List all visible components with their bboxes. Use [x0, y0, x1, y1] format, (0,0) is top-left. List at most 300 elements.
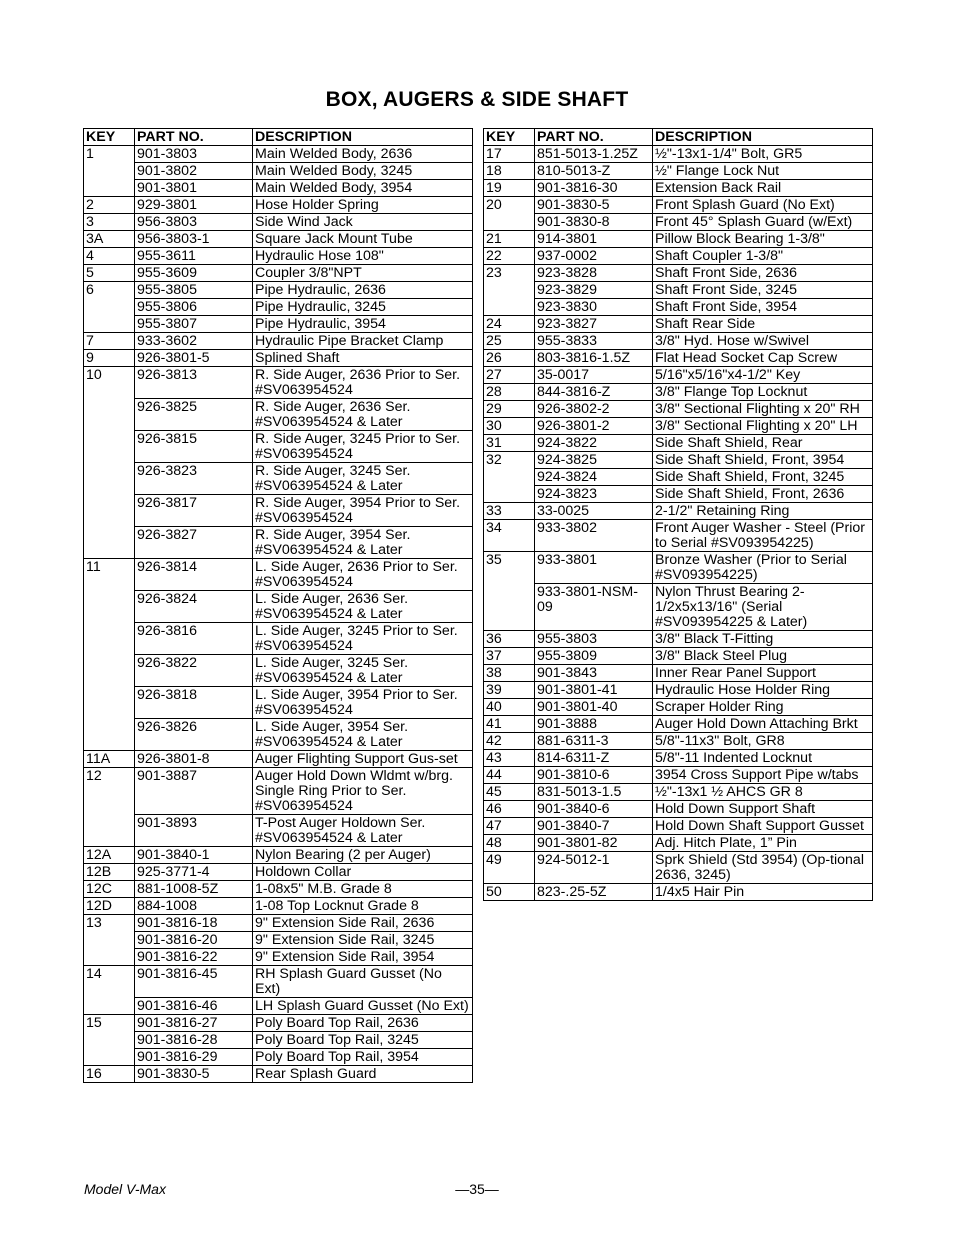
part-no-cell: 926-3802-2 — [535, 401, 653, 418]
part-no-cell: 923-3830 — [535, 299, 653, 316]
key-cell: 29 — [484, 401, 535, 418]
key-cell: 14 — [84, 966, 135, 998]
part-no-cell: 933-3801 — [535, 552, 653, 584]
description-cell: ½"-13x1 ½ AHCS GR 8 — [653, 784, 873, 801]
description-cell: Poly Board Top Rail, 3245 — [253, 1032, 473, 1049]
description-cell: Sprk Shield (Std 3954) (Op-tional 2636, 3245) — [653, 852, 873, 884]
key-cell: 34 — [484, 520, 535, 552]
part-no-cell: 814-6311-Z — [535, 750, 653, 767]
description-cell: Side Shaft Shield, Front, 3954 — [653, 452, 873, 469]
description-cell: R. Side Auger, 2636 Ser. #SV063954524 & Later — [253, 399, 473, 431]
part-no-cell: 901-3816-29 — [135, 1049, 253, 1066]
description-cell: Side Shaft Shield, Front, 2636 — [653, 486, 873, 503]
key-cell — [484, 299, 535, 316]
part-no-cell: 926-3825 — [135, 399, 253, 431]
part-no-cell: 929-3801 — [135, 197, 253, 214]
description-header: DESCRIPTION — [653, 129, 873, 146]
parts-table-left — [83, 128, 473, 1083]
description-cell: Splined Shaft — [253, 350, 473, 367]
description-cell: Pipe Hydraulic, 3954 — [253, 316, 473, 333]
description-cell: ½"-13x1-1/4" Bolt, GR5 — [653, 146, 873, 163]
table-row — [84, 495, 473, 527]
part-no-cell: 924-3825 — [535, 452, 653, 469]
key-cell: 28 — [484, 384, 535, 401]
key-cell — [84, 163, 135, 180]
key-cell — [84, 998, 135, 1015]
table-row — [84, 719, 473, 751]
part-no-cell: 810-5013-Z — [535, 163, 653, 180]
table-row — [484, 316, 873, 333]
key-cell: 10 — [84, 367, 135, 399]
table-row — [84, 898, 473, 915]
part-no-cell: 901-3830-5 — [535, 197, 653, 214]
key-cell: 43 — [484, 750, 535, 767]
part-no-cell: 933-3802 — [535, 520, 653, 552]
description-cell: Shaft Front Side, 3245 — [653, 282, 873, 299]
description-cell: R. Side Auger, 2636 Prior to Ser. #SV063954524 — [253, 367, 473, 399]
key-cell: 24 — [484, 316, 535, 333]
table-row — [84, 591, 473, 623]
description-cell: Poly Board Top Rail, 2636 — [253, 1015, 473, 1032]
table-row — [484, 784, 873, 801]
part-no-cell: 901-3816-18 — [135, 915, 253, 932]
key-cell: 45 — [484, 784, 535, 801]
part-no-cell: 923-3828 — [535, 265, 653, 282]
key-cell: 40 — [484, 699, 535, 716]
part-no-cell: 914-3801 — [535, 231, 653, 248]
key-cell: 44 — [484, 767, 535, 784]
part-no-cell: 901-3840-7 — [535, 818, 653, 835]
description-cell: Rear Splash Guard — [253, 1066, 473, 1083]
table-row — [484, 835, 873, 852]
description-cell: Pillow Block Bearing 1-3/8" — [653, 231, 873, 248]
key-cell — [84, 316, 135, 333]
description-header: DESCRIPTION — [253, 129, 473, 146]
table-row — [484, 469, 873, 486]
table-row — [84, 367, 473, 399]
description-cell: Side Wind Jack — [253, 214, 473, 231]
description-cell: Auger Hold Down Wldmt w/brg. Single Ring Prior to Ser. #SV063954524 — [253, 768, 473, 815]
description-cell: 3/8" Hyd. Hose w/Swivel — [653, 333, 873, 350]
table-row — [84, 932, 473, 949]
description-cell: ½" Flange Lock Nut — [653, 163, 873, 180]
table-row — [84, 214, 473, 231]
description-cell: 3/8" Black T-Fitting — [653, 631, 873, 648]
part-no-cell: 923-3829 — [535, 282, 653, 299]
part-no-cell: 901-3830-8 — [535, 214, 653, 231]
table-row — [484, 665, 873, 682]
table-row — [484, 214, 873, 231]
key-cell — [84, 949, 135, 966]
part-no-cell: 901-3816-46 — [135, 998, 253, 1015]
description-cell: Shaft Front Side, 2636 — [653, 265, 873, 282]
part-no-cell: 924-3822 — [535, 435, 653, 452]
key-cell: 17 — [484, 146, 535, 163]
description-cell: R. Side Auger, 3954 Ser. #SV063954524 & Later — [253, 527, 473, 559]
table-row — [484, 584, 873, 631]
key-cell: 26 — [484, 350, 535, 367]
part-no-cell: 901-3801-41 — [535, 682, 653, 699]
key-cell — [84, 495, 135, 527]
table-row — [84, 197, 473, 214]
part-no-cell: 955-3805 — [135, 282, 253, 299]
key-header: KEY — [484, 129, 535, 146]
part-no-cell: 901-3816-28 — [135, 1032, 253, 1049]
key-cell: 6 — [84, 282, 135, 299]
part-no-cell: 901-3840-6 — [535, 801, 653, 818]
description-cell: Adj. Hitch Plate, 1” Pin — [653, 835, 873, 852]
key-cell: 42 — [484, 733, 535, 750]
key-cell: 33 — [484, 503, 535, 520]
table-row — [84, 998, 473, 1015]
table-row — [84, 815, 473, 847]
part-no-cell: 955-3809 — [535, 648, 653, 665]
part-no-cell: 33-0025 — [535, 503, 653, 520]
table-row — [84, 881, 473, 898]
table-row — [84, 180, 473, 197]
description-cell: Pipe Hydraulic, 3245 — [253, 299, 473, 316]
page-title: BOX, AUGERS & SIDE SHAFT — [325, 88, 629, 111]
part-no-cell: 926-3826 — [135, 719, 253, 751]
key-cell: 19 — [484, 180, 535, 197]
key-cell — [84, 527, 135, 559]
key-cell: 2 — [84, 197, 135, 214]
key-cell: 50 — [484, 884, 535, 901]
part-no-cell: 926-3801-8 — [135, 751, 253, 768]
table-row — [484, 333, 873, 350]
description-cell: Side Shaft Shield, Front, 3245 — [653, 469, 873, 486]
description-cell: Hydraulic Pipe Bracket Clamp — [253, 333, 473, 350]
description-cell: 9" Extension Side Rail, 3954 — [253, 949, 473, 966]
table-row — [484, 367, 873, 384]
part-no-cell: 924-5012-1 — [535, 852, 653, 884]
key-cell — [84, 1049, 135, 1066]
part-no-cell: 881-1008-5Z — [135, 881, 253, 898]
table-row — [484, 146, 873, 163]
table-row — [484, 265, 873, 282]
key-cell — [484, 282, 535, 299]
table-row — [484, 486, 873, 503]
key-header: KEY — [84, 129, 135, 146]
description-cell: Coupler 3/8"NPT — [253, 265, 473, 282]
part-no-cell: 901-3888 — [535, 716, 653, 733]
part-no-cell: 901-3816-20 — [135, 932, 253, 949]
key-cell: 38 — [484, 665, 535, 682]
description-cell: Hose Holder Spring — [253, 197, 473, 214]
description-cell: L. Side Auger, 3245 Ser. #SV063954524 & Later — [253, 655, 473, 687]
key-cell: 25 — [484, 333, 535, 350]
part-no-cell: 926-3816 — [135, 623, 253, 655]
table-row — [84, 559, 473, 591]
table-row — [84, 864, 473, 881]
key-cell: 7 — [84, 333, 135, 350]
part-no-cell: 901-3810-6 — [535, 767, 653, 784]
description-cell: 9" Extension Side Rail, 3245 — [253, 932, 473, 949]
description-cell: Front Auger Washer - Steel (Prior to Serial #SV093954225) — [653, 520, 873, 552]
part-no-cell: 901-3843 — [535, 665, 653, 682]
key-cell: 4 — [84, 248, 135, 265]
description-cell: 5/8"-11 Indented Locknut — [653, 750, 873, 767]
table-row — [84, 1049, 473, 1066]
key-cell — [484, 584, 535, 631]
table-row — [484, 282, 873, 299]
key-cell — [84, 463, 135, 495]
table-row — [84, 146, 473, 163]
table-row — [84, 316, 473, 333]
part-no-cell: 956-3803-1 — [135, 231, 253, 248]
part-no-cell: 926-3801-5 — [135, 350, 253, 367]
part-no-cell: 924-3823 — [535, 486, 653, 503]
key-cell — [84, 815, 135, 847]
table-row — [484, 716, 873, 733]
table-row — [484, 180, 873, 197]
table-row — [84, 299, 473, 316]
key-cell — [84, 932, 135, 949]
key-cell: 39 — [484, 682, 535, 699]
description-cell: Pipe Hydraulic, 2636 — [253, 282, 473, 299]
table-row — [484, 801, 873, 818]
key-cell: 12D — [84, 898, 135, 915]
description-cell: Poly Board Top Rail, 3954 — [253, 1049, 473, 1066]
table-row — [484, 682, 873, 699]
key-cell: 32 — [484, 452, 535, 469]
key-cell: 12C — [84, 881, 135, 898]
description-cell: Side Shaft Shield, Rear — [653, 435, 873, 452]
key-cell — [484, 469, 535, 486]
description-cell: 3/8" Sectional Flighting x 20" LH — [653, 418, 873, 435]
description-cell: Extension Back Rail — [653, 180, 873, 197]
description-cell: L. Side Auger, 3954 Ser. #SV063954524 & Later — [253, 719, 473, 751]
key-cell: 46 — [484, 801, 535, 818]
table-header-row — [484, 129, 873, 146]
description-cell: R. Side Auger, 3245 Prior to Ser. #SV063954524 — [253, 431, 473, 463]
key-cell: 30 — [484, 418, 535, 435]
key-cell: 11A — [84, 751, 135, 768]
table-row — [484, 452, 873, 469]
key-cell — [84, 687, 135, 719]
key-cell: 13 — [84, 915, 135, 932]
description-cell: T-Post Auger Holdown Ser. #SV063954524 & Later — [253, 815, 473, 847]
model-name: Model V-Max — [84, 1181, 166, 1197]
part-no-cell: 884-1008 — [135, 898, 253, 915]
part-no-cell: 35-0017 — [535, 367, 653, 384]
description-cell: Main Welded Body, 3954 — [253, 180, 473, 197]
key-cell — [84, 431, 135, 463]
description-cell: Auger Flighting Support Gus-set — [253, 751, 473, 768]
key-cell — [484, 214, 535, 231]
key-cell — [84, 399, 135, 431]
description-cell: L. Side Auger, 2636 Prior to Ser. #SV063954524 — [253, 559, 473, 591]
part-no-cell: 901-3801-40 — [535, 699, 653, 716]
part-no-cell: 955-3609 — [135, 265, 253, 282]
description-cell: 3/8" Sectional Flighting x 20" RH — [653, 401, 873, 418]
table-row — [484, 435, 873, 452]
description-cell: Shaft Rear Side — [653, 316, 873, 333]
part-no-cell: 926-3827 — [135, 527, 253, 559]
part-no-cell: 926-3801-2 — [535, 418, 653, 435]
description-cell: Shaft Front Side, 3954 — [653, 299, 873, 316]
part-no-cell: 901-3801-82 — [535, 835, 653, 852]
table-row — [484, 884, 873, 901]
table-row — [484, 350, 873, 367]
part-no-cell: 923-3827 — [535, 316, 653, 333]
table-row — [484, 197, 873, 214]
key-cell — [484, 486, 535, 503]
part-no-cell: 901-3887 — [135, 768, 253, 815]
key-cell: 12A — [84, 847, 135, 864]
key-cell: 21 — [484, 231, 535, 248]
part-no-cell: 803-3816-1.5Z — [535, 350, 653, 367]
table-row — [84, 687, 473, 719]
description-cell: 9" Extension Side Rail, 2636 — [253, 915, 473, 932]
key-cell: 3 — [84, 214, 135, 231]
key-cell: 31 — [484, 435, 535, 452]
description-cell: Hydraulic Hose Holder Ring — [653, 682, 873, 699]
description-cell: Bronze Washer (Prior to Serial #SV093954225) — [653, 552, 873, 584]
description-cell: LH Splash Guard Gusset (No Ext) — [253, 998, 473, 1015]
part-no-cell: 901-3816-27 — [135, 1015, 253, 1032]
page-number: —35— — [455, 1181, 499, 1197]
part-no-cell: 933-3602 — [135, 333, 253, 350]
table-row — [484, 818, 873, 835]
part-no-cell: 844-3816-Z — [535, 384, 653, 401]
table-row — [84, 350, 473, 367]
key-cell: 3A — [84, 231, 135, 248]
description-cell: Hold Down Support Shaft — [653, 801, 873, 818]
key-cell: 49 — [484, 852, 535, 884]
description-cell: 5/16"x5/16"x4-1/2" Key — [653, 367, 873, 384]
part-no-header: PART NO. — [535, 129, 653, 146]
key-cell: 1 — [84, 146, 135, 163]
description-cell: L. Side Auger, 2636 Ser. #SV063954524 & Later — [253, 591, 473, 623]
table-row — [484, 401, 873, 418]
key-cell — [84, 719, 135, 751]
part-no-cell: 925-3771-4 — [135, 864, 253, 881]
key-cell: 9 — [84, 350, 135, 367]
part-no-cell: 901-3802 — [135, 163, 253, 180]
description-cell: 1-08 Top Locknut Grade 8 — [253, 898, 473, 915]
part-no-cell: 901-3816-45 — [135, 966, 253, 998]
part-no-cell: 956-3803 — [135, 214, 253, 231]
part-no-cell: 926-3817 — [135, 495, 253, 527]
key-cell — [84, 591, 135, 623]
part-no-cell: 955-3833 — [535, 333, 653, 350]
table-row — [84, 282, 473, 299]
description-cell: L. Side Auger, 3954 Prior to Ser. #SV063954524 — [253, 687, 473, 719]
description-cell: Flat Head Socket Cap Screw — [653, 350, 873, 367]
part-no-cell: 851-5013-1.25Z — [535, 146, 653, 163]
table-row — [84, 966, 473, 998]
description-cell: Shaft Coupler 1-3/8" — [653, 248, 873, 265]
part-no-cell: 926-3824 — [135, 591, 253, 623]
key-cell — [84, 623, 135, 655]
description-cell: Hold Down Shaft Support Gusset — [653, 818, 873, 835]
part-no-cell: 926-3813 — [135, 367, 253, 399]
part-no-cell: 933-3801-NSM-09 — [535, 584, 653, 631]
description-cell: 3/8" Black Steel Plug — [653, 648, 873, 665]
description-cell: 5/8"-11x3" Bolt, GR8 — [653, 733, 873, 750]
description-cell: RH Splash Guard Gusset (No Ext) — [253, 966, 473, 998]
part-no-cell: 901-3803 — [135, 146, 253, 163]
table-row — [484, 299, 873, 316]
key-cell: 11 — [84, 559, 135, 591]
description-cell: Holdown Collar — [253, 864, 473, 881]
description-cell: Nylon Bearing (2 per Auger) — [253, 847, 473, 864]
part-no-header: PART NO. — [135, 129, 253, 146]
table-row — [484, 767, 873, 784]
part-no-cell: 926-3823 — [135, 463, 253, 495]
table-row — [84, 847, 473, 864]
table-row — [84, 463, 473, 495]
description-cell: Main Welded Body, 2636 — [253, 146, 473, 163]
key-cell: 12 — [84, 768, 135, 815]
table-row — [84, 399, 473, 431]
table-row — [484, 733, 873, 750]
part-no-cell: 926-3815 — [135, 431, 253, 463]
table-row — [84, 915, 473, 932]
key-cell: 20 — [484, 197, 535, 214]
description-cell: Nylon Thrust Bearing 2-1/2x5x13/16" (Serial #SV093954225 & Later) — [653, 584, 873, 631]
table-row — [484, 163, 873, 180]
description-cell: Main Welded Body, 3245 — [253, 163, 473, 180]
table-row — [484, 552, 873, 584]
part-no-cell: 926-3814 — [135, 559, 253, 591]
part-no-cell: 955-3803 — [535, 631, 653, 648]
part-no-cell: 901-3816-22 — [135, 949, 253, 966]
key-cell: 27 — [484, 367, 535, 384]
table-row — [84, 333, 473, 350]
table-row — [84, 231, 473, 248]
key-cell: 41 — [484, 716, 535, 733]
table-row — [84, 1066, 473, 1083]
description-cell: Inner Rear Panel Support — [653, 665, 873, 682]
part-no-cell: 901-3816-30 — [535, 180, 653, 197]
table-row — [84, 163, 473, 180]
table-row — [84, 431, 473, 463]
description-cell: 2-1/2" Retaining Ring — [653, 503, 873, 520]
table-row — [84, 1015, 473, 1032]
part-no-cell: 955-3806 — [135, 299, 253, 316]
table-row — [84, 265, 473, 282]
part-no-cell: 937-0002 — [535, 248, 653, 265]
description-cell: Front Splash Guard (No Ext) — [653, 197, 873, 214]
table-header-row — [84, 129, 473, 146]
part-no-cell: 901-3801 — [135, 180, 253, 197]
key-cell: 47 — [484, 818, 535, 835]
key-cell — [84, 655, 135, 687]
key-cell — [84, 180, 135, 197]
key-cell: 48 — [484, 835, 535, 852]
part-no-cell: 955-3807 — [135, 316, 253, 333]
part-no-cell: 831-5013-1.5 — [535, 784, 653, 801]
key-cell: 36 — [484, 631, 535, 648]
table-row — [84, 768, 473, 815]
description-cell: Square Jack Mount Tube — [253, 231, 473, 248]
table-row — [484, 418, 873, 435]
parts-table-right — [483, 128, 873, 901]
table-row — [484, 852, 873, 884]
table-row — [484, 248, 873, 265]
table-row — [84, 1032, 473, 1049]
description-cell: R. Side Auger, 3245 Ser. #SV063954524 & Later — [253, 463, 473, 495]
table-row — [84, 655, 473, 687]
description-cell: Hydraulic Hose 108" — [253, 248, 473, 265]
description-cell: Front 45° Splash Guard (w/Ext) — [653, 214, 873, 231]
table-row — [484, 631, 873, 648]
table-row — [84, 527, 473, 559]
key-cell: 12B — [84, 864, 135, 881]
part-no-cell: 955-3611 — [135, 248, 253, 265]
